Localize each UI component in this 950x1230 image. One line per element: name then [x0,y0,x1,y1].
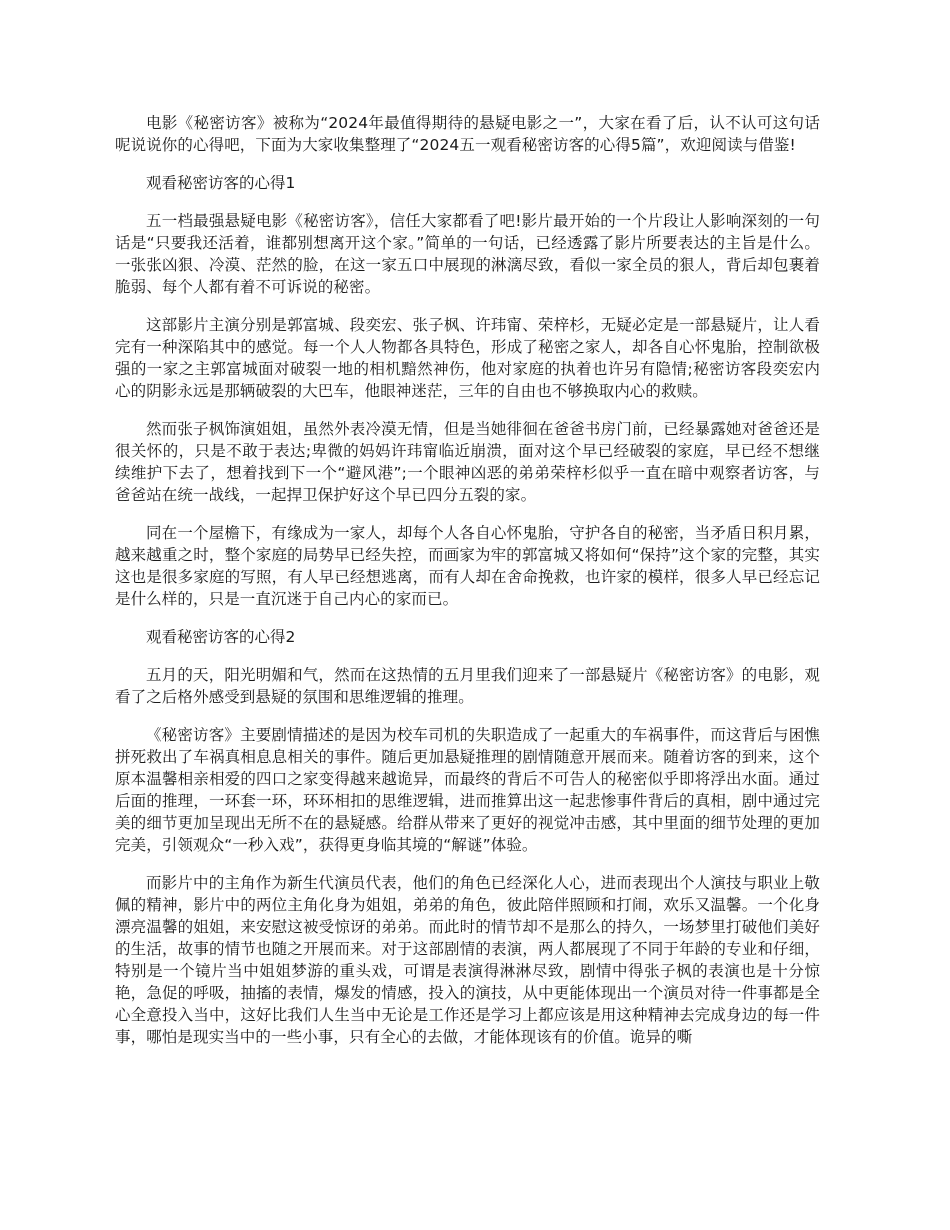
section-heading-1: 观看秘密访客的心得1 [146,174,296,192]
section2-paragraph: 《秘密访客》主要剧情描述的是因为校车司机的失职造成了一起重大的车祸事件，而这背后与困憔拼死救出了车祸真相息息相关的事件。随后更加悬疑推理的剧情随意开展而来。随着访客的到来，这个原本温馨相亲相爱的四口之家变得越来越诡异，而最终的背后不可告人的秘密似乎即将浮出水面。通过后面的推理，一环套一环，环环相扣的思维逻辑，进而推算出这一起悲惨事件背后的真相，剧中通过完美的细节更加呈现出无所不在的悬疑感。给群从带来了更好的视觉冲击感，其中里面的细节处理的更加完美，引领观众“一秒入戏”，获得更身临其境的“解谜”体验。 [115,726,820,854]
section-heading-2: 观看秘密访客的心得2 [146,628,296,646]
intro-paragraph: 电影《秘密访客》被称为“2024年最值得期待的悬疑电影之一”，大家在看了后，认不认可这句话呢说说你的心得吧，下面为大家收集整理了“2024五一观看秘密访客的心得5篇”，欢迎阅读与借鉴! [115,114,820,154]
section2-paragraph: 而影片中的主角作为新生代演员代表，他们的角色已经深化人心，进而表现出个人演技与职业上敬佩的精神，影片中的两位主角化身为姐姐，弟弟的角色，彼此陪伴照顾和打闹，欢乐又温馨。一个化身漂亮温馨的姐姐，来安慰这被受惊讶的弟弟。而此时的情节却不是那么的持久，一场梦里打破他们美好的生活，故事的情节也随之开展而来。对于这部剧情的表演，两人都展现了不同于年龄的专业和仔细，特别是一个镜片当中姐姐梦游的重头戏，可谓是表演得淋淋尽致，剧情中得张子枫的表演也是十分惊艳，急促的呼吸，抽搐的表情，爆发的情感，投入的演技，从中更能体现出一个演员对待一件事都是全心全意投入当中，这好比我们人生当中无论是工作还是学习上都应该是用这种精神去完成身边的每一件事，哪怕是现实当中的一些小事，只有全心的去做，才能体现该有的价值。诡异的嘶 [115,874,820,1046]
section2-paragraph: 五月的天，阳光明媚和气，然而在这热情的五月里我们迎来了一部悬疑片《秘密访客》的电影，观看了之后格外感受到悬疑的氛围和思维逻辑的推理。 [115,666,820,706]
section1-paragraph: 这部影片主演分别是郭富城、段奕宏、张子枫、许玮甯、荣梓杉，无疑必定是一部悬疑片，让人看完有一种深陷其中的感觉。每一个人人物都各具特色，形成了秘密之家人，却各自心怀鬼胎，控制欲极强的一家之主郭富城面对破裂一地的相机黯然神伤，他对家庭的执着也许另有隐情;秘密访客段奕宏内心的阴影永远是那辆破裂的大巴车，他眼神迷茫，三年的自由也不够换取内心的救赎。 [115,316,820,400]
section1-paragraph: 同在一个屋檐下，有缘成为一家人，却每个人各自心怀鬼胎，守护各自的秘密，当矛盾日积月累，越来越重之时，整个家庭的局势早已经失控，而画家为牢的郭富城又将如何“保持”这个家的完整，其实这也是很多家庭的写照，有人早已经想逃离，而有人却在舍命挽救，也许家的模样，很多人早已经忘记是什么样的，只是一直沉迷于自己内心的家而已。 [115,524,820,608]
section1-paragraph: 五一档最强悬疑电影《秘密访客》，信任大家都看了吧!影片最开始的一个片段让人影响深刻的一句话是“只要我还活着，谁都别想离开这个家。”简单的一句话，已经透露了影片所要表达的主旨是什么。一张张凶狠、冷漠、茫然的脸，在这一家五口中展现的淋漓尽致，看似一家全员的狠人，背后却包裹着脆弱、每个人都有着不可诉说的秘密。 [115,212,820,296]
section1-paragraph: 然而张子枫饰演姐姐，虽然外表冷漠无情，但是当她徘徊在爸爸书房门前，已经暴露她对爸爸还是很关怀的，只是不敢于表达;卑微的妈妈许玮甯临近崩溃，面对这个早已经破裂的家庭，早已经不想继续维护下去了，想着找到下一个“避风港”;一个眼神凶恶的弟弟荣梓杉似乎一直在暗中观察者访客，与爸爸站在统一战线，一起捍卫保护好这个早已四分五裂的家。 [115,420,820,504]
